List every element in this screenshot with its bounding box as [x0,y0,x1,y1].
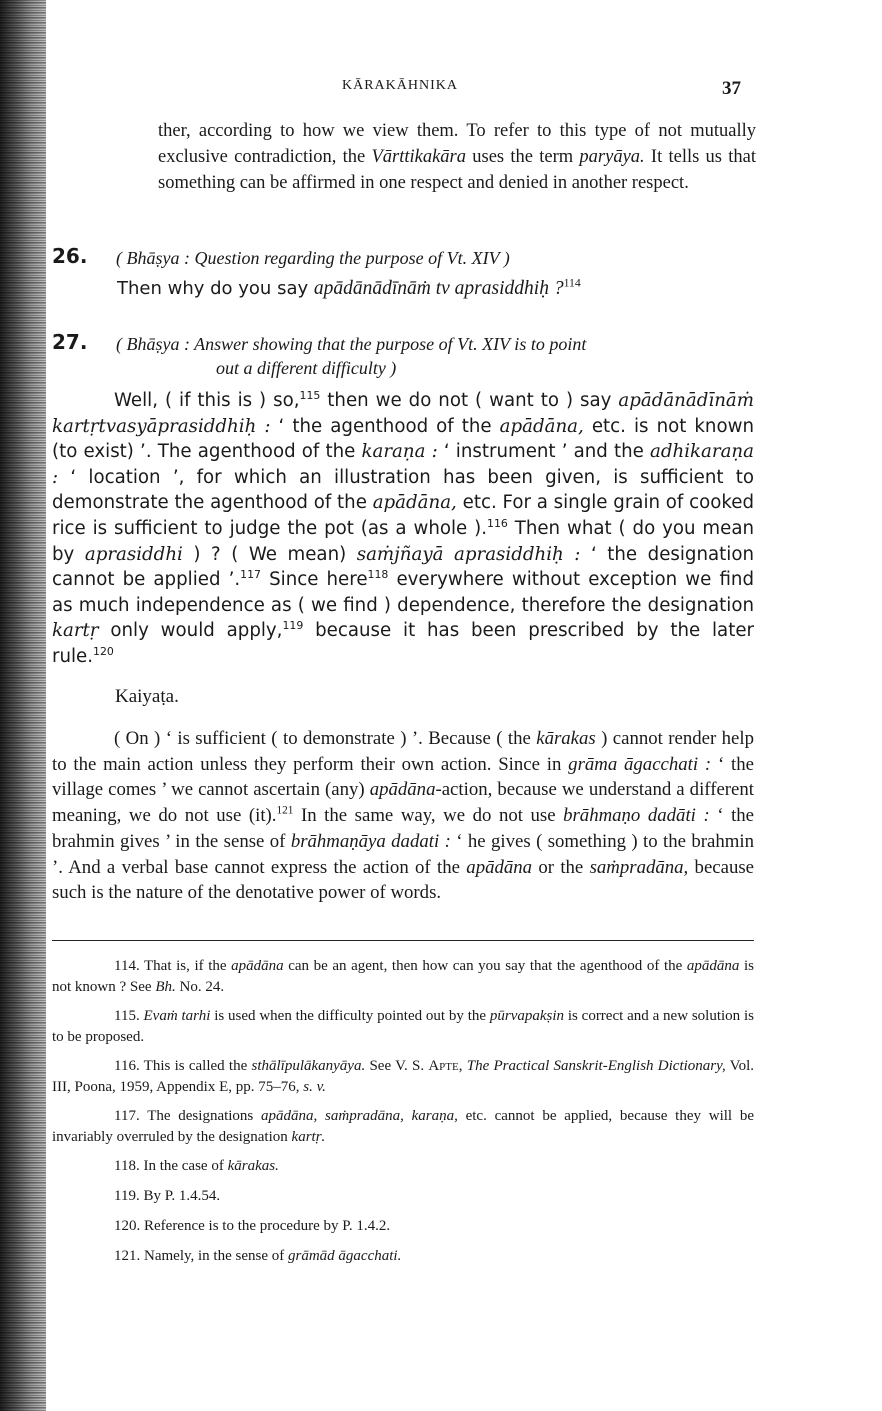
footnote-114: 114. That is, if the apādāna can be an agent, then how can you say that the agenthood of the apādāna is not known ? See Bh. No. 24. [52,958,754,995]
continued-paragraph: ther, according to how we view them. To refer to this type of not mutually exclusive contradiction, the Vārttikakāra uses the term paryāya. It tells us that something can be affirmed in one respect and denied in another respect. [158,121,756,193]
running-title: KĀRAKĀHNIKA [342,78,458,93]
footnote-ref-118: 118 [367,568,389,582]
footnote-118: 118. In the case of kārakas. [114,1158,279,1174]
footnote-117: 117. The designations apādāna, saṁpradāna, karaṇa, etc. cannot be applied, because they will be invariably overruled by the designation kartṛ. [52,1108,754,1145]
footnote-121: 121. Namely, in the sense of grāmād āgacchati. [114,1248,402,1264]
footnote-116: 116. This is called the sthālīpulākanyāya. See V. S. Apte, The Practical Sanskrit-English Dictionary, Vol. III, Poona, 1959, Appendix E, pp. 75–76, s. v. [52,1058,754,1095]
footnote-120: 120. Reference is to the procedure by P. 1.4.2. [114,1218,391,1234]
footnote-ref-120: 120 [93,644,114,658]
footnote-ref-117: 117 [240,568,261,582]
footnote-rule [52,940,754,941]
kaiyata-heading: Kaiyaṭa. [115,686,179,707]
section-number-27: 27. [52,330,88,354]
section-26-heading: ( Bhāṣya : Question regarding the purpose of Vt. XIV ) [116,248,510,268]
section-27-paragraph: Well, ( if this is ) so,$^{115}$ then we do not ( want to ) say apādānādīnāṁ kartṛtvasyāprasiddhiḥ : ‘ the agenthood of the apādāna, etc. is not known (to exist) ’. The agenthood of the karaṇa : ‘ instrument ’ and the adhikaraṇa : ‘ location ’, for which an illustration has been given, is sufficient to demonstrate the agenthood of the apādāna, etc. For a single grain of cooked rice is sufficient to judge the pot (as a whole ).$^{116}$ Then what ( do you mean by aprasiddhi ) ? ( We mean) saṁjñayā aprasiddhiḥ : ‘ the designation cannot be applied ’.$^{117}$ Since here$^{118}$ everywhere without exception we find as much independence as ( we find ) dependence, therefore the designation kartṛ only would apply,$^{119}$ because it has been prescribed by the later rule.$^{120}$ [52,388,755,667]
section-26-text: Then why do you say apādānādīnāṁ tv aprasiddhiḥ ?$^{114}$ [117,276,581,299]
footnote-ref-121: 121 [276,804,294,817]
footnote-ref-115: 115 [299,388,321,402]
footnote-ref-119: 119 [282,619,304,633]
page-number: 37 [722,78,741,99]
section-27-heading-line2: out a different difficulty ) [216,358,397,378]
footnote-115: 115. Evaṁ tarhi is used when the difficulty pointed out by the pūrvapakṣin is correct and a new solution is to be proposed. [52,1008,754,1045]
footnote-ref-114: 114 [563,276,581,290]
kaiyata-paragraph: ( On ) ‘ is sufficient ( to demonstrate ) ’. Because ( the kārakas ) cannot render help to the main action unless they perform their own action. Since in grāma āgacchati : ‘ the village comes ’ we cannot ascertain (any) apādāna-action, because we understand a different meaning, we do not use (it).$^{121}$ In the same way, we do not use brāhmaṇo dadāti : ‘ the brahmin gives ’ in the sense of brāhmaṇāya dadati : ‘ he gives ( something ) to the brahmin ’. And a verbal base cannot express the action of the apādāna or the saṁpradāna, because such is the nature of the denotative power of words. [52,728,755,904]
section-27-heading-line1: ( Bhāṣya : Answer showing that the purpose of Vt. XIV is to point [116,334,587,354]
footnote-ref-116: 116 [487,516,508,530]
section-number-26: 26. [52,244,88,268]
footnote-119: 119. By P. 1.4.54. [114,1188,221,1204]
